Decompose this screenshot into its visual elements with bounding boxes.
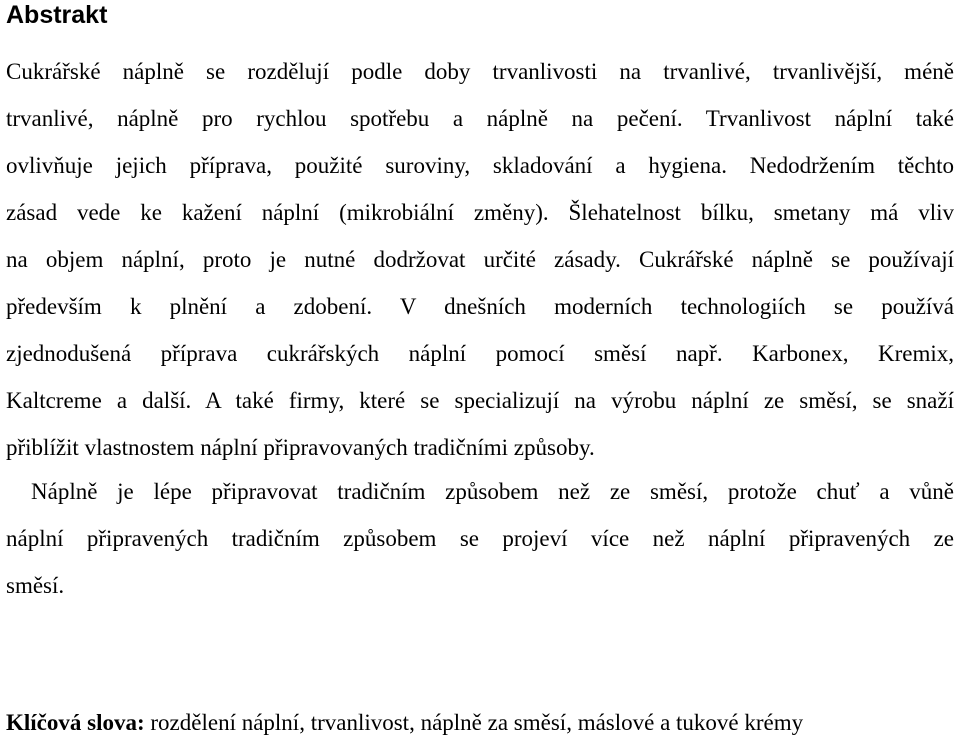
paragraph-line: přiblížit vlastnostem náplní připravovaných tradičními způsoby. — [6, 435, 595, 460]
keywords-text: rozdělení náplní, trvanlivost, náplně za směsí, máslové a tukové krémy — [144, 710, 804, 735]
paragraph-line: trvanlivé, náplně pro rychlou spotřebu a náplně na pečení. Trvanlivost náplní také — [6, 106, 954, 131]
paragraph-line: Cukrářské náplně se rozdělují podle doby trvanlivosti na trvanlivé, trvanlivější, méně — [6, 59, 954, 84]
keywords-label: Klíčová slova: — [6, 710, 145, 735]
abstract-heading: Abstrakt — [6, 1, 108, 29]
paragraph-line: zjednodušená příprava cukrářských náplní pomocí směsí např. Karbonex, Kremix, — [6, 341, 954, 366]
paragraph-line: směsí. — [6, 573, 65, 598]
paragraph-line: Kaltcreme a další. A také firmy, které se specializují na výrobu náplní ze směsí, se snaží — [6, 388, 954, 413]
paragraph-line: především k plnění a zdobení. V dnešních moderních technologiích se používá — [6, 294, 954, 319]
keywords-line — [6, 708, 954, 738]
paragraph-line: na objem náplní, proto je nutné dodržovat určité zásady. Cukrářské náplně se používají — [6, 247, 954, 272]
paragraph-line: ovlivňuje jejich příprava, použité suroviny, skladování a hygiena. Nedodržením těchto — [6, 153, 954, 178]
paragraph-line: Náplně je lépe připravovat tradičním způsobem než ze směsí, protože chuť a vůně — [31, 479, 954, 504]
paragraph-line: zásad vede ke kažení náplní (mikrobiální změny). Šlehatelnost bílku, smetany má vliv — [6, 200, 954, 225]
paragraph-line: náplní připravených tradičním způsobem se projeví více než náplní připravených ze — [6, 526, 954, 551]
